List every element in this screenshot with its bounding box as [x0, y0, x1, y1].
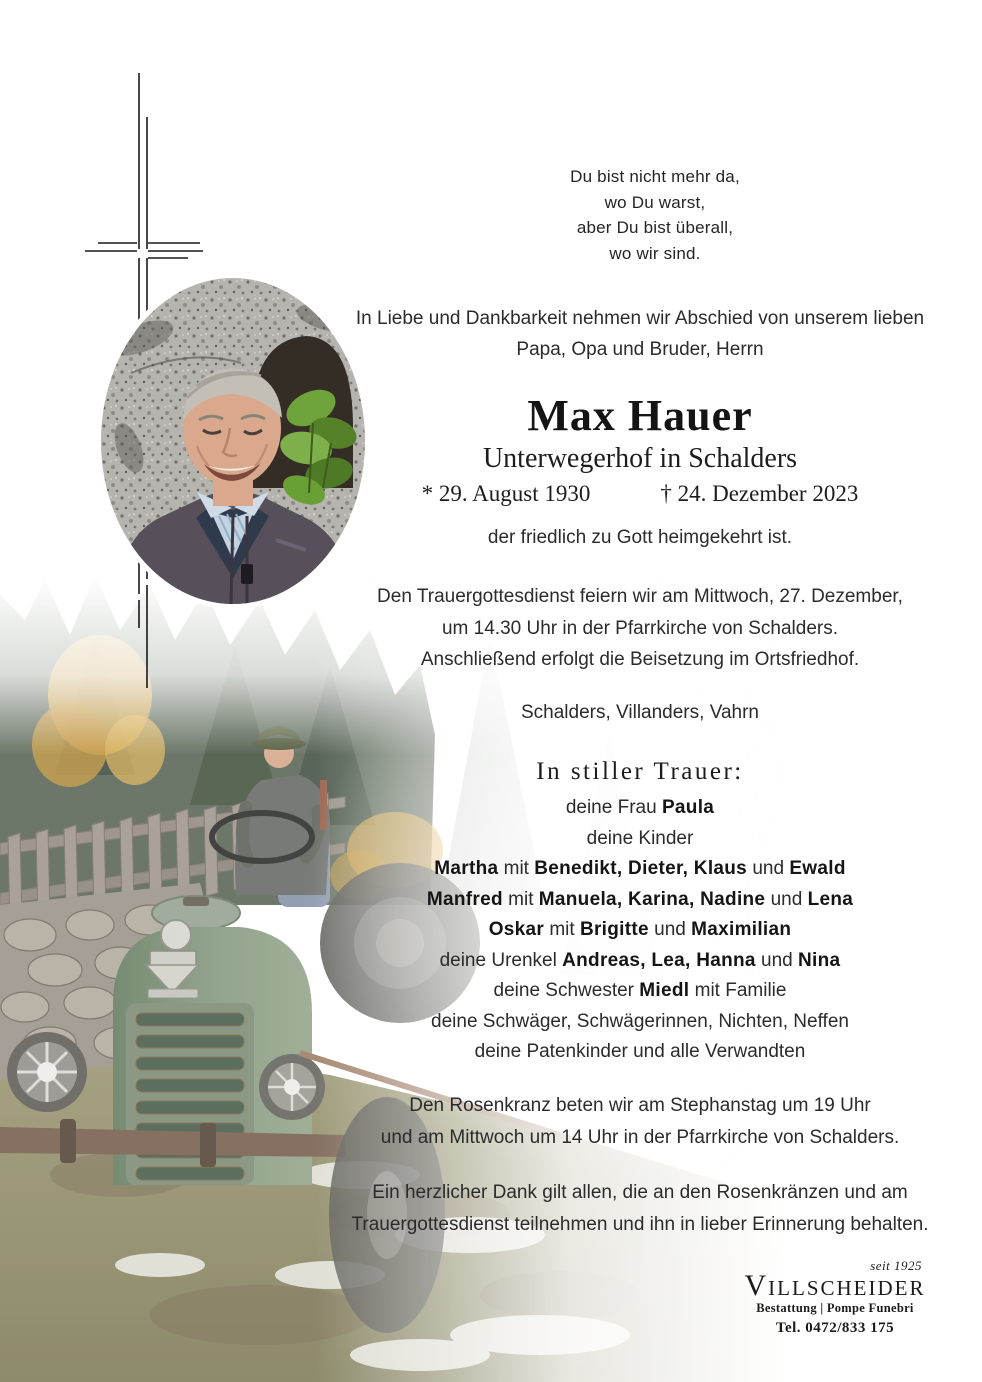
thanks-line: Ein herzlicher Dank gilt allen, die an den Rosenkränzen und am: [372, 1182, 908, 1203]
poem: [330, 164, 980, 266]
mourning-title: In stiller Trauer:: [536, 758, 744, 785]
poem-line: wo wir sind.: [609, 243, 701, 263]
mourner-name: Maximilian: [691, 919, 792, 940]
poem-line: Du bist nicht mehr da,: [570, 167, 740, 186]
mourner-line: [270, 854, 982, 885]
intro-text: [300, 303, 980, 365]
rosary-info: [290, 1090, 982, 1153]
mourner-name: Nina: [798, 949, 841, 971]
mourner-line: [270, 915, 982, 946]
mourner-line: [270, 1007, 982, 1038]
mourner-name: Benedikt, Dieter, Klaus: [534, 858, 748, 879]
mourner-name: Ewald: [789, 858, 846, 879]
deceased-name: Max Hauer: [527, 391, 753, 440]
mourner-text: und: [648, 919, 692, 940]
mourner-name: Paula: [661, 797, 715, 818]
mourner-name: Martha: [434, 858, 499, 879]
thanks-text: [270, 1177, 982, 1240]
mourner-line: [270, 824, 982, 855]
mourner-text: deine Schwäger, Schwägerinnen, Nichten, Neffen: [431, 1010, 849, 1032]
birth-date: * 29. August 1930: [421, 481, 591, 506]
service-info: [300, 581, 980, 676]
mourner-text: mit: [498, 858, 535, 879]
mourner-text: deine Urenkel: [439, 949, 563, 971]
mourner-text: deine Schwester: [493, 980, 640, 1001]
mourner-line: [270, 1037, 982, 1068]
mourner-name: Oskar: [488, 919, 545, 940]
mourner-line: [270, 946, 982, 977]
mourner-line: [270, 885, 982, 916]
thanks-line: Trauergottesdienst teilnehmen und ihn in lieber Erinnerung behalten.: [351, 1213, 929, 1235]
mourner-name: Brigitte: [579, 919, 649, 940]
intro-line: Papa, Opa und Bruder, Herrn: [516, 339, 764, 360]
mourner-text: und: [765, 888, 808, 910]
rosary-line: Den Rosenkranz beten wir am Stephanstag um 19 Uhr: [409, 1095, 871, 1116]
intro-line: In Liebe und Dankbarkeit nehmen wir Abschied von unserem lieben: [355, 308, 925, 329]
mourner-text: deine Patenkinder und alle Verwandten: [474, 1041, 806, 1062]
mourners-list: [270, 793, 982, 1068]
life-dates: [300, 481, 980, 507]
rosary-line: und am Mittwoch um 14 Uhr in der Pfarrkirche von Schalders.: [380, 1126, 900, 1148]
funeral-home-logo: [720, 1258, 950, 1337]
mourner-line: [270, 793, 982, 824]
mourner-name: Andreas, Lea, Hanna: [562, 949, 756, 971]
poem-line: aber Du bist überall,: [576, 218, 734, 237]
mourner-text: deine Frau: [565, 797, 662, 818]
mourner-text: mit Familie: [689, 980, 787, 1001]
mourner-name: Lena: [807, 888, 854, 910]
poem-line: wo Du warst,: [604, 192, 706, 212]
logo-since: seit 1925: [870, 1258, 922, 1273]
mourner-text: mit: [544, 919, 580, 940]
logo-subtitle: Bestattung | Pompe Funebri: [756, 1301, 914, 1315]
mourner-line: [270, 976, 982, 1007]
mourner-name: Manuela, Karina, Nadine: [538, 888, 766, 910]
mourner-name: Manfred: [426, 888, 503, 910]
mourner-name: Miedl: [639, 980, 690, 1001]
mourner-text: und: [755, 949, 799, 971]
logo-phone: Tel. 0472/833 175: [775, 1320, 895, 1336]
mourner-text: und: [747, 858, 790, 879]
logo-name: VILLSCHEIDER: [744, 1269, 926, 1302]
mourner-text: deine Kinder: [586, 827, 694, 849]
service-line: um 14.30 Uhr in der Pfarrkirche von Schalders.: [441, 617, 838, 639]
passing-line: der friedlich zu Gott heimgekehrt ist.: [487, 527, 793, 548]
death-date: † 24. Dezember 2023: [660, 481, 859, 506]
service-line: Anschließend erfolgt die Beisetzung im Ortsfriedhof.: [420, 649, 860, 670]
mourner-text: mit: [502, 888, 539, 910]
places-line: Schalders, Villanders, Vahrn: [521, 702, 759, 723]
deceased-farm: Unterwegerhof in Schalders: [482, 443, 798, 474]
service-line: Den Trauergottesdienst feiern wir am Mittwoch, 27. Dezember,: [377, 586, 903, 607]
